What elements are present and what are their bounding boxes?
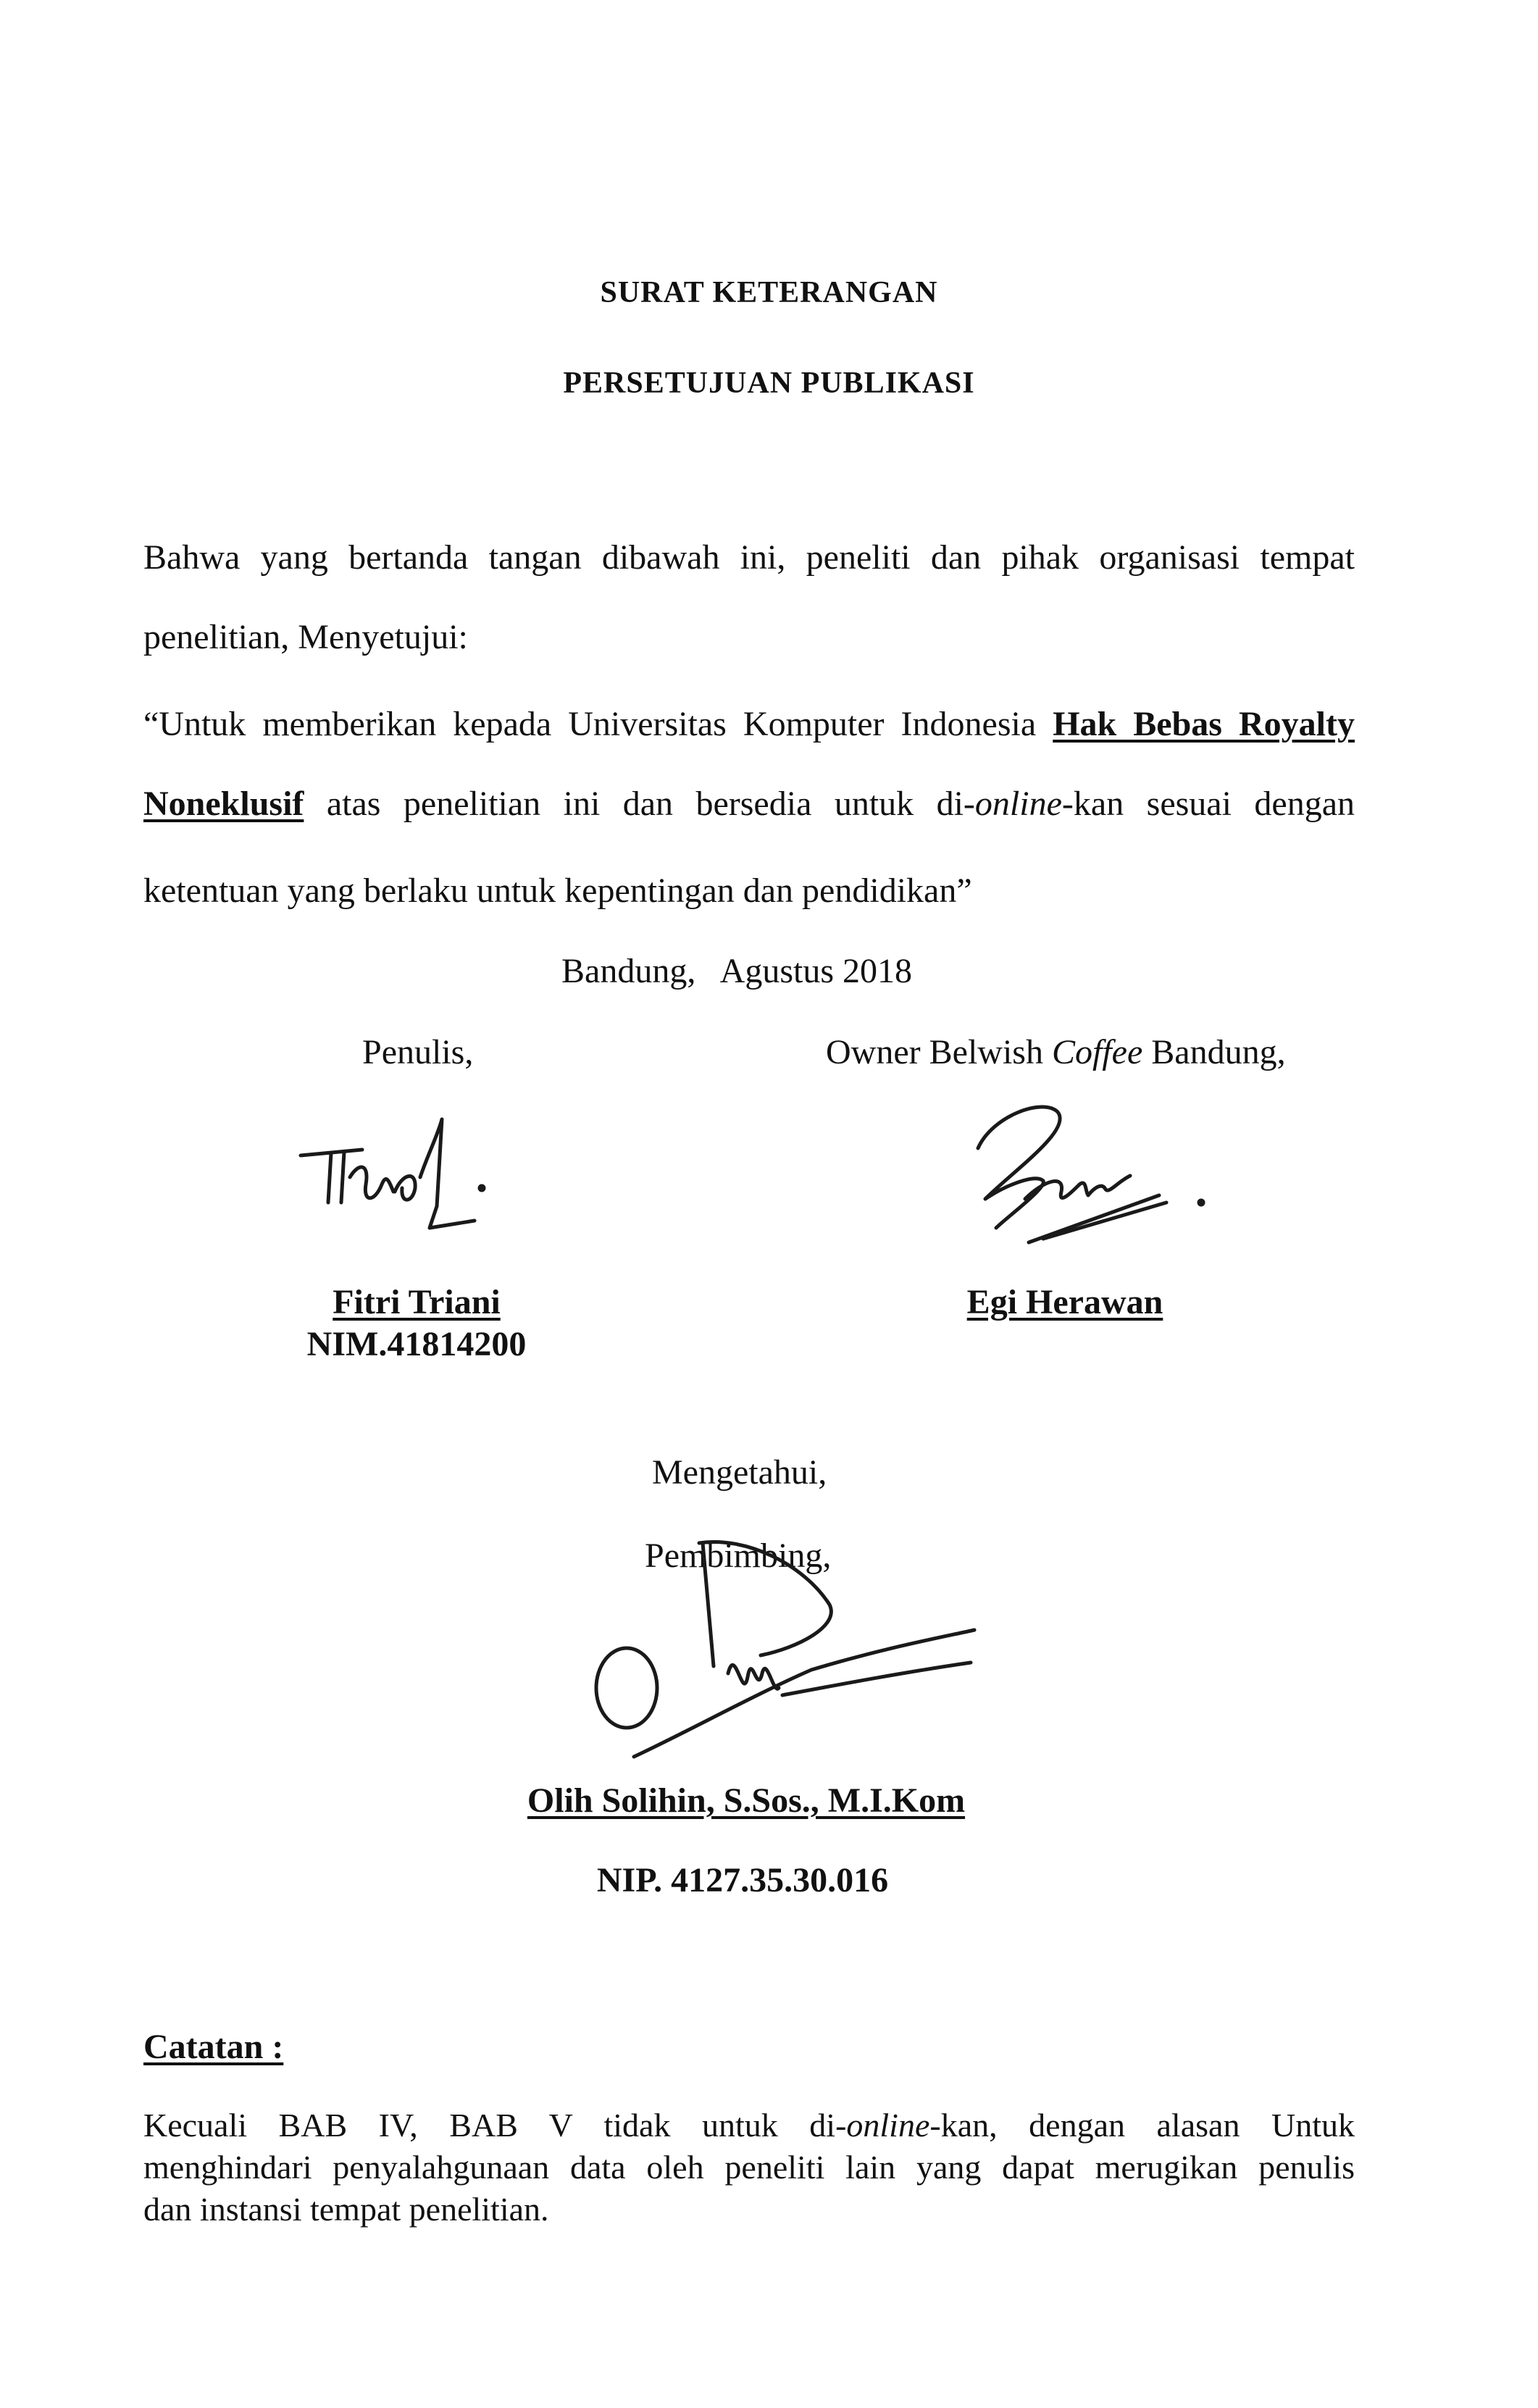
owner-role-text: Owner Belwish (826, 1033, 1052, 1071)
quote-text: “Untuk memberikan kepada Universitas Komputer Indonesia (143, 705, 1053, 743)
writer-signature (293, 1112, 496, 1235)
intro-line-1: Bahwa yang bertanda tangan dibawah ini, peneliti dan pihak organisasi tempat (143, 538, 1355, 577)
supervisor-name: Olih Solihin, S.Sos., M.I.Kom (527, 1781, 966, 1820)
note-line-2: menghindari penyalahgunaan data oleh peneliti lain yang dapat merugikan penulis (143, 2149, 1355, 2186)
quote-line-3: ketentuan yang berlaku untuk kepentingan dan pendidikan” (143, 871, 972, 910)
owner-role-text: Bandung, (1142, 1033, 1286, 1071)
document-title: SURAT KETERANGAN (600, 276, 938, 309)
writer-id: NIM.41814200 (306, 1325, 527, 1363)
owner-name: Egi Herawan (966, 1283, 1163, 1321)
acknowledge-label: Mengetahui, (652, 1453, 827, 1492)
coffee-word: Coffee (1051, 1033, 1143, 1071)
online-word: online (974, 785, 1062, 823)
owner-role (826, 1032, 1286, 1072)
writer-name: Fitri Triani (333, 1283, 501, 1321)
place-date: Bandung, Agustus 2018 (561, 952, 913, 990)
supervisor-role: Pembimbing, (645, 1537, 832, 1575)
supervisor-signature (580, 1521, 1000, 1768)
note-line-3: dan instansi tempat penelitian. (143, 2191, 549, 2228)
quote-line-2 (143, 753, 1355, 855)
online-word: online (846, 2107, 930, 2144)
supervisor-id: NIP. 4127.35.30.016 (596, 1861, 889, 1899)
intro-line-2: penelitian, Menyetujui: (143, 618, 468, 656)
owner-signature (956, 1098, 1217, 1264)
note-text: Kecuali BAB IV, BAB V tidak untuk di- (143, 2107, 847, 2144)
noneklusif-term: Noneklusif (143, 785, 304, 823)
note-heading: Catatan : (143, 2028, 284, 2066)
document-subtitle: PERSETUJUAN PUBLIKASI (563, 367, 975, 400)
quote-text: atas penelitian ini dan bersedia untuk di- (304, 785, 975, 823)
writer-role: Penulis, (362, 1033, 474, 1071)
quote-text: -kan sesuai dengan (1061, 785, 1355, 823)
royalty-term: Hak Bebas Royalty (1053, 705, 1355, 743)
note-line-1 (143, 2104, 1355, 2146)
note-text: -kan, dengan alasan Untuk (929, 2107, 1355, 2144)
